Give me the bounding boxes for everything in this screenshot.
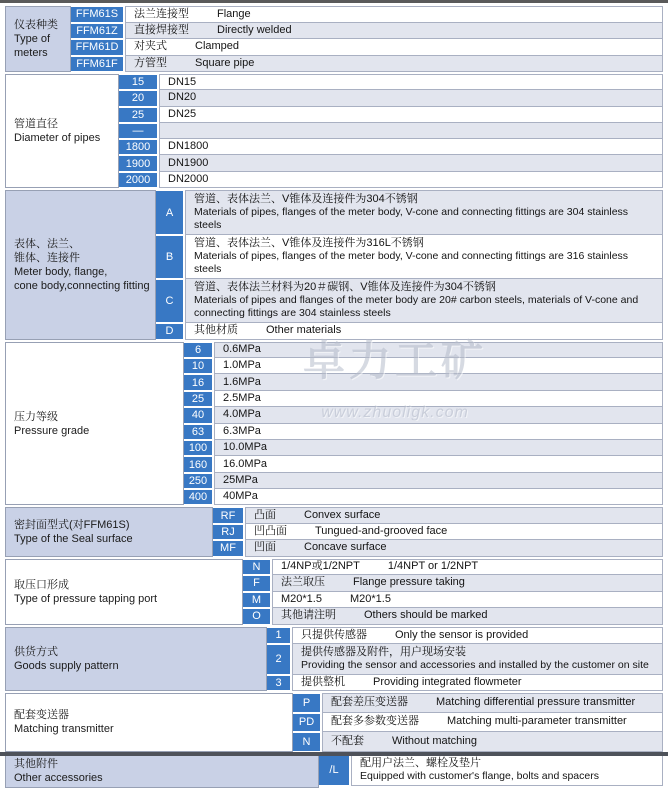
description-zh: 1.0MPa [223, 359, 261, 372]
description-en: Providing the sensor and accessories and installed by the customer on site [301, 658, 649, 671]
code-cell: 25 [119, 108, 157, 122]
section-label-line: cone body,connecting fitting [14, 279, 150, 292]
code-cell: RF [213, 508, 243, 522]
description-zh: 配套多参数变送器 [331, 715, 419, 728]
row-description [292, 627, 663, 644]
table-row [184, 391, 663, 407]
section-label-line: 其他附件 [14, 757, 58, 770]
code-cell: 100 [184, 441, 212, 455]
code-cell: F [243, 576, 270, 591]
section-label-line: 密封面型式(对FFM61S) [14, 519, 130, 532]
description-en: Providing integrated flowmeter [373, 675, 522, 688]
description-zh: DN2000 [168, 172, 209, 185]
section-label-line: 取压口形成 [14, 578, 69, 591]
table-row [156, 190, 663, 235]
row-description [214, 373, 663, 390]
code-cell: B [156, 236, 183, 278]
row-description [214, 472, 663, 489]
table-row [213, 540, 663, 556]
section-rows [119, 74, 663, 188]
code-cell: 160 [184, 457, 212, 471]
section-label-meter-type [5, 6, 71, 72]
description-zh: 不配套 [331, 734, 364, 747]
table-row [119, 74, 663, 90]
section-label-line: 供货方式 [14, 645, 58, 658]
table-row [71, 39, 663, 56]
table-row [156, 323, 663, 340]
code-cell: RJ [213, 525, 243, 539]
section-body-materials [5, 190, 663, 340]
description-en: Clamped [195, 40, 240, 53]
description-zh: DN20 [168, 91, 197, 104]
row-description [292, 674, 663, 692]
code-cell: 2000 [119, 173, 157, 187]
row-description [214, 342, 663, 358]
section-label-line: Type of pressure tapping port [14, 592, 158, 605]
description-zh: 配用户法兰、螺栓及垫片 [360, 756, 481, 769]
description-zh: 凹面 [254, 541, 276, 554]
code-cell: P [293, 694, 320, 712]
section-label-goods-supply [5, 627, 267, 692]
table-row [71, 56, 663, 73]
row-description [245, 539, 663, 556]
code-cell: FFM61F [71, 57, 123, 72]
code-cell: 250 [184, 474, 212, 488]
section-label-line: 仪表种类 [14, 19, 58, 31]
row-description [214, 439, 663, 456]
description-en: Others should be marked [364, 609, 488, 622]
description-zh: 管道、表体法兰、V锥体及连接件为316L不锈钢 [194, 237, 424, 250]
section-label-line: Pressure grade [14, 424, 90, 437]
section-label-line: Type of the Seal surface [14, 533, 133, 546]
table-row [119, 90, 663, 106]
table-row [243, 559, 663, 576]
section-matching-transmitter [5, 693, 663, 752]
table-row [119, 139, 663, 155]
row-description [185, 190, 663, 235]
description-en: Tungued-and-grooved face [315, 525, 448, 538]
row-description [245, 523, 663, 540]
description-zh: 提供传感器及附件，用户现场安装 [301, 645, 466, 658]
watermark-url: www.zhuoligk.com [321, 404, 469, 421]
row-description [185, 278, 663, 323]
row-description [159, 89, 663, 106]
row-description [125, 38, 663, 56]
description-en: Matching multi-parameter transmitter [447, 715, 627, 728]
code-cell: 15 [119, 75, 157, 89]
description-zh: 法兰取压 [281, 576, 325, 589]
code-cell: 6 [184, 343, 212, 357]
section-rows [243, 559, 663, 625]
section-label-pressure-grade [5, 342, 184, 506]
code-cell: 1900 [119, 156, 157, 170]
row-description [214, 423, 663, 440]
row-description [185, 234, 663, 279]
row-description [125, 22, 663, 40]
description-zh: 对夹式 [134, 40, 167, 53]
row-description [159, 138, 663, 155]
row-description [159, 74, 663, 90]
section-rows [184, 342, 663, 506]
row-description [214, 488, 663, 505]
section-label-seal-surface [5, 507, 213, 556]
description-zh: 16.0MPa [223, 457, 268, 470]
description-en: Other materials [266, 324, 342, 337]
row-description [159, 122, 663, 139]
description-zh: 其他请注明 [281, 609, 336, 622]
code-cell: /L [319, 755, 349, 785]
code-cell: A [156, 191, 183, 234]
section-meter-type [5, 6, 663, 72]
description-zh: 10.0MPa [223, 441, 268, 454]
description-zh: 凸面 [254, 509, 276, 522]
row-description [214, 390, 663, 407]
section-label-line: Other accessories [14, 771, 103, 784]
code-cell: N [293, 733, 320, 751]
code-cell: PD [293, 714, 320, 732]
code-cell: M [243, 593, 270, 608]
code-cell: N [243, 560, 270, 575]
description-en: Flange [217, 7, 251, 20]
code-cell: 1 [267, 628, 290, 643]
description-en: Materials of pipes and flanges of the meter body are 20# carbon steels, materials of V-cone and connecting fittings are 304 stainless steels [194, 294, 639, 320]
section-label-line: Type of [14, 33, 51, 45]
description-en: Flange pressure taking [353, 576, 465, 589]
code-cell: D [156, 324, 183, 339]
code-cell: O [243, 609, 270, 624]
description-zh: 只提供传感器 [301, 628, 367, 641]
table-row [119, 172, 663, 188]
row-description [272, 607, 663, 625]
description-zh: DN25 [168, 107, 197, 120]
table-row [184, 342, 663, 358]
section-label-line: meters [14, 47, 48, 59]
code-cell: — [119, 124, 157, 138]
description-zh: 方管型 [134, 56, 167, 69]
description-zh: 直接焊接型 [134, 23, 189, 36]
row-description [272, 559, 663, 576]
description-en: Equipped with customer's flange, bolts and spacers [360, 769, 599, 782]
description-en: Convex surface [304, 509, 381, 522]
description-zh: 0.6MPa [223, 343, 261, 356]
description-zh: 1.6MPa [223, 375, 261, 388]
section-pressure-grade [5, 342, 663, 506]
code-cell: 40 [184, 408, 212, 422]
section-pressure-tapping-port [5, 559, 663, 625]
section-rows [213, 507, 663, 556]
code-cell: 1800 [119, 140, 157, 154]
section-rows [71, 6, 663, 72]
table-row [119, 107, 663, 123]
table-row [119, 123, 663, 139]
table-row [267, 675, 663, 692]
table-row [184, 456, 663, 472]
code-cell: 10 [184, 359, 212, 373]
code-cell: FFM61S [71, 7, 123, 22]
row-description [245, 507, 663, 523]
description-zh: 25MPa [223, 473, 258, 486]
description-zh: 提供整机 [301, 675, 345, 688]
row-description [322, 712, 663, 733]
code-cell: 63 [184, 425, 212, 439]
code-cell: 25 [184, 392, 212, 406]
table-row [243, 592, 663, 609]
code-cell: 2 [267, 645, 290, 674]
row-description [125, 55, 663, 73]
table-row [184, 489, 663, 505]
section-goods-supply [5, 627, 663, 692]
description-en: Concave surface [304, 541, 387, 554]
description-zh: 其他材质 [194, 324, 238, 337]
row-description [214, 406, 663, 423]
description-zh: 管道、表体法兰材料为20＃碳钢、V锥体及连接件为304不锈钢 [194, 281, 496, 294]
section-rows [319, 754, 663, 788]
table-row [184, 473, 663, 489]
section-rows [293, 693, 663, 752]
section-label-line: 压力等级 [14, 410, 58, 423]
table-row [184, 358, 663, 374]
description-zh: 管道、表体法兰、V锥体及连接件为304不锈钢 [194, 193, 418, 206]
table-row [71, 23, 663, 40]
table-row [184, 440, 663, 456]
table-row [243, 575, 663, 592]
table-row [267, 644, 663, 675]
description-zh: 配套差压变送器 [331, 696, 408, 709]
section-other-accessories [5, 754, 663, 788]
row-description [159, 154, 663, 171]
section-rows [156, 190, 663, 340]
table-row [293, 693, 663, 713]
code-cell: 16 [184, 375, 212, 389]
section-label-line: 管道直径 [14, 118, 58, 131]
row-description [214, 455, 663, 472]
row-description [185, 322, 663, 340]
top-border-bar [0, 0, 668, 3]
code-cell: FFM61D [71, 40, 123, 55]
section-rows [267, 627, 663, 692]
table-row [119, 155, 663, 171]
code-cell: 400 [184, 490, 212, 504]
description-zh: DN1800 [168, 140, 209, 153]
code-cell: MF [213, 541, 243, 555]
row-description [351, 754, 663, 786]
code-cell: 3 [267, 676, 290, 691]
table-row [319, 754, 663, 786]
section-label-pressure-tapping-port [5, 559, 243, 625]
row-description [214, 357, 663, 374]
table-row [156, 235, 663, 279]
code-cell: FFM61Z [71, 24, 123, 39]
section-label-other-accessories [5, 754, 319, 788]
description-en: Without matching [392, 734, 477, 747]
spec-table [5, 6, 663, 790]
table-row [184, 424, 663, 440]
description-zh: 1/4NP或1/2NPT [281, 560, 360, 573]
description-zh: M20*1.5 [281, 592, 322, 605]
row-description [159, 171, 663, 188]
table-row [71, 6, 663, 23]
section-label-line: Matching transmitter [14, 723, 114, 736]
section-label-line: Diameter of pipes [14, 132, 101, 145]
description-en: Materials of pipes, flanges of the meter body, V-cone and connecting fittings are 304 stainless steels [194, 206, 629, 232]
section-label-line: Goods supply pattern [14, 659, 119, 672]
table-row [213, 507, 663, 523]
section-label-matching-transmitter [5, 693, 293, 752]
description-zh: 4.0MPa [223, 408, 261, 421]
table-row [293, 732, 663, 752]
table-row [293, 713, 663, 733]
description-zh: 法兰连接型 [134, 7, 189, 20]
description-en: Directly welded [217, 23, 292, 36]
table-row [267, 627, 663, 644]
section-pipe-diameter [5, 74, 663, 188]
description-zh: 6.3MPa [223, 424, 261, 437]
description-zh: DN15 [168, 75, 197, 88]
watermark-text: 卓力工矿 [302, 337, 487, 384]
description-zh: DN1900 [168, 156, 209, 169]
description-en: Square pipe [195, 56, 255, 69]
section-seal-surface [5, 507, 663, 556]
description-zh: 40MPa [223, 490, 258, 503]
row-description [125, 6, 663, 23]
bottom-border-bar [0, 752, 668, 756]
section-label-line: 锥体、连接件 [14, 251, 80, 264]
description-en: M20*1.5 [349, 592, 391, 605]
description-en: Materials of pipes, flanges of the meter body, V-cone and connecting fittings are 316 stainless steels [194, 250, 629, 276]
row-description [159, 106, 663, 123]
table-row [243, 608, 663, 625]
description-en: 1/4NPT or 1/2NPT [387, 560, 479, 573]
section-label-line: 配套变送器 [14, 709, 69, 722]
table-row [184, 407, 663, 423]
section-label-line: 表体、法兰、 [14, 237, 80, 250]
row-description [292, 643, 663, 675]
description-zh: 凹凸面 [254, 525, 287, 538]
code-cell: 20 [119, 91, 157, 105]
description-zh: 2.5MPa [223, 391, 261, 404]
table-row [156, 279, 663, 323]
row-description [322, 731, 663, 752]
row-description [272, 591, 663, 609]
description-en: Matching differential pressure transmitter [436, 696, 636, 709]
section-label-pipe-diameter [5, 74, 119, 188]
table-row [213, 524, 663, 540]
description-en: Only the sensor is provided [395, 628, 529, 641]
code-cell: C [156, 280, 183, 322]
table-row [184, 374, 663, 390]
row-description [272, 574, 663, 592]
section-label-body-materials [5, 190, 156, 340]
section-label-line: Meter body, flange, [14, 265, 108, 278]
row-description [322, 693, 663, 713]
